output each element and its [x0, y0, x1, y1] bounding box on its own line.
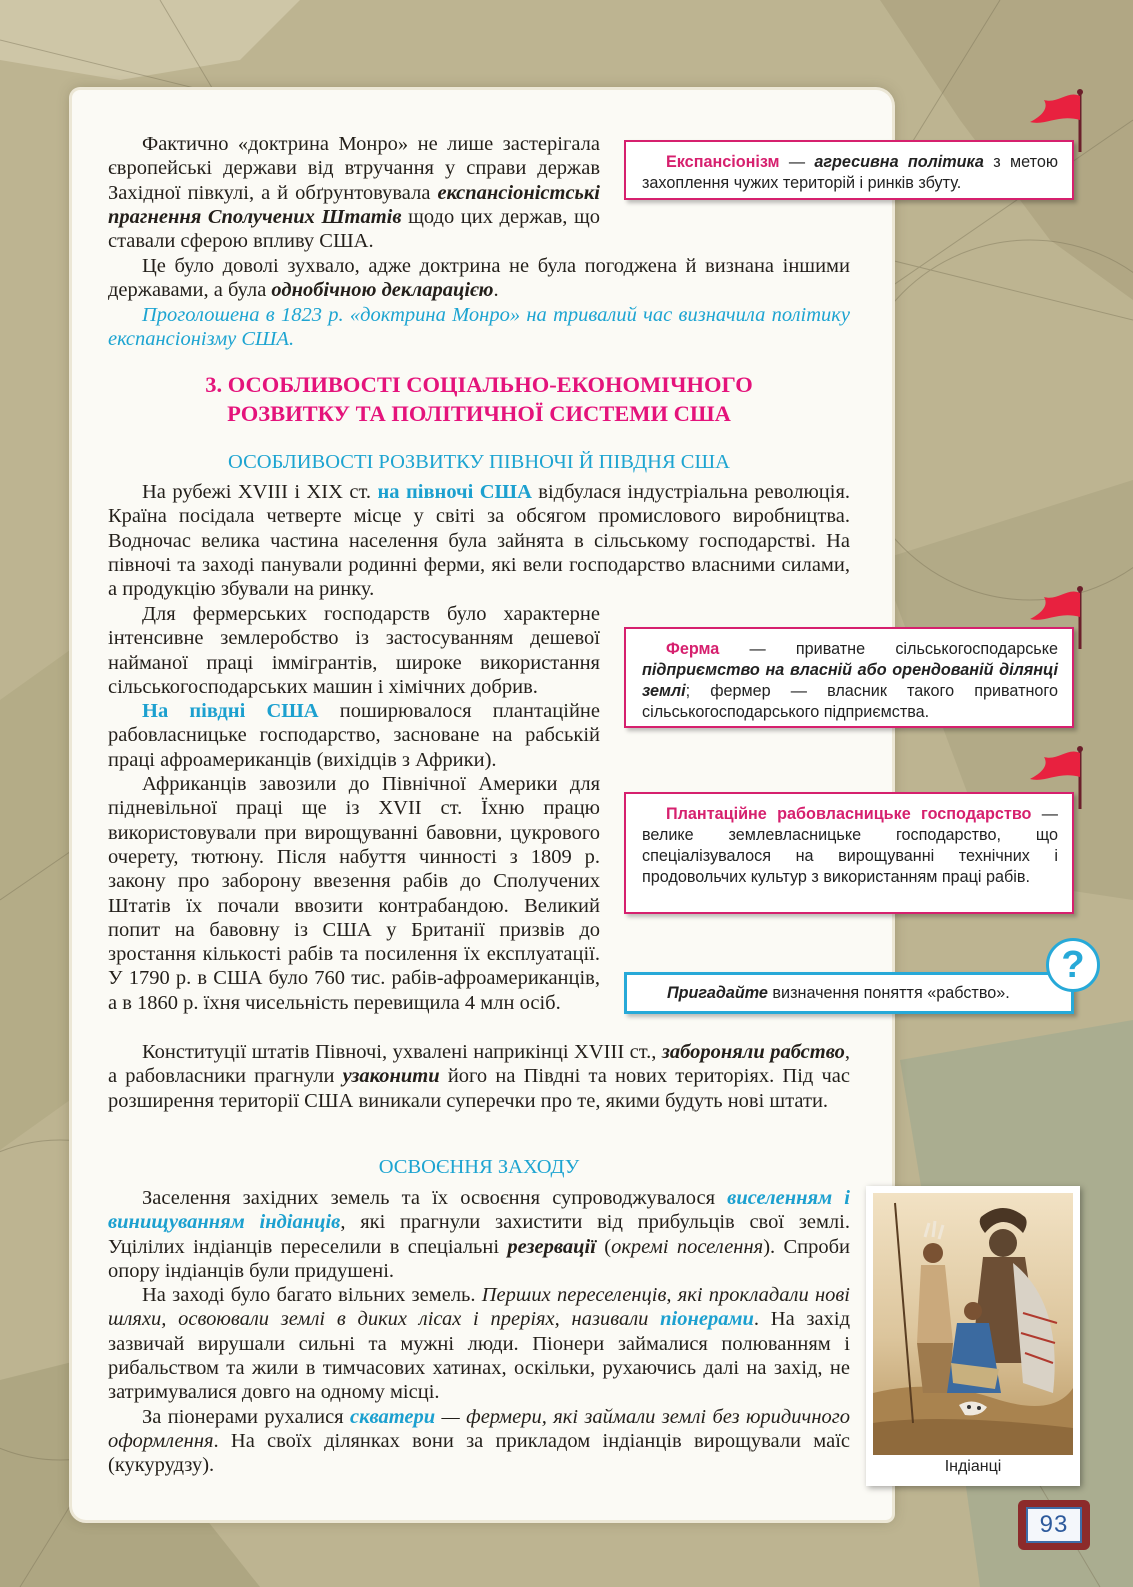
text-run: резервації: [507, 1235, 596, 1258]
text-run: На заході було багато вільних земель.: [142, 1284, 482, 1307]
question-mark-icon: ?: [1046, 938, 1100, 992]
text-run: — фермери, які займали землі без юридичного оформлення: [108, 1405, 850, 1452]
west-paragraphs: [108, 1186, 850, 1478]
text-run: Ферма: [666, 640, 720, 658]
subheading-west: ОСВОЄННЯ ЗАХОДУ: [378, 1156, 580, 1178]
flag-icon: [1030, 88, 1092, 152]
text-run: визначення поняття «рабство».: [767, 984, 1010, 1002]
text-run: узаконити: [342, 1065, 440, 1088]
text-run: експансіоністські прагнення Сполучених Штатів: [108, 181, 600, 228]
text-run: На рубежі XVIII і XIX ст.: [142, 481, 378, 503]
text-run: , які прагнули захистити від прибульців свої землі. Уцілілих індіанців переселили в спеціальні: [108, 1211, 850, 1258]
text-run: його на Півдні та нових територіях. Під час розширення території США виникали суперечки про те, якими будуть нові штати.: [108, 1065, 850, 1112]
definition-box-plantation: [624, 792, 1074, 914]
text-run: ; фермер — власник такого приватного сільськогосподарського підприємства.: [642, 682, 1058, 721]
text-run: Африканців завозили до Північної Америки для підневільної праці ще із XVII ст. Їхню працю використовували при вирощуванні бавовни, цукрового очерету, тютюну. Після набуття чинності з 1809 р. закону про заборону ввезення рабів до Сполучених Штатів їх почали ввозити контрабандою. Великий попит на бавовну із США у Британії призвів до зростання кількості рабів та посилення їх експлуатації. У 1790 р. в США було 760 тис. рабів-афроамериканців, а в 1860 р. їхня чисельність перевищила 4 млн осіб.: [108, 773, 600, 1014]
text-run: Це було доволі зухвало, адже доктрина не була погоджена й визнана іншими державами, а була: [108, 255, 850, 302]
text-run: Фактично «доктрина Монро» не лише застерігала європейські держави від втручання у справи держав Західної півкулі, а й обґрунтовувала: [108, 133, 600, 204]
text-run: агресивна політика: [814, 153, 984, 171]
text-run: поширювалося плантаційне рабовласницьке господарство, засноване на рабській праці афроамериканців (вихідців з Африки).: [108, 700, 600, 771]
question-box: [624, 972, 1074, 1014]
text-run: щодо цих держав, що ставали сферою впливу США.: [108, 205, 601, 253]
text-run: однобічною декларацією: [271, 279, 494, 302]
text-run: —: [779, 153, 815, 171]
text-run: відбулася індустріальна революція. Країна посідала четверте місце у світі за обсягом промислового виробництва. Водночас велика частина населення була зайнята в сільському господарстві. На півночі та заході панували родинні ферми, які вели господарство власними силами, а продукцію збували на ринку.: [108, 481, 850, 601]
text-run: на півночі США: [377, 481, 532, 503]
text-run: (: [595, 1235, 612, 1258]
text-run: Для фермерських господарств було характерне інтенсивне землеробство із застосуванням дешевої найманої праці іммігрантів, широке використання сільськогосподарських машин і хімічних добрив.: [108, 603, 600, 698]
figure-indians: [866, 1186, 1080, 1486]
page-number-badge: [1018, 1500, 1090, 1550]
indians-illustration: [873, 1193, 1073, 1455]
south-paragraphs: [108, 602, 600, 1015]
definition-box-expansionism: [624, 140, 1074, 200]
text-run: Заселення західних земель та їх освоєння супроводжувалося: [142, 1187, 728, 1209]
text-run: скватери: [349, 1405, 436, 1428]
flag-icon: [1030, 745, 1092, 809]
page-number: 93: [1026, 1507, 1082, 1543]
text-run: . На своїх ділянках вони за прикладом індіанців вирощували маїс (кукурудзу).: [108, 1429, 850, 1477]
text-run: Експансіонізм: [666, 153, 780, 171]
text-run: На півдні США: [142, 700, 319, 723]
intro-paragraph-2: [108, 254, 850, 351]
text-run: . На захід зазвичай вирушали сильні та мужні люди. Піонери займалися полюванням і рибальством та жили в тимчасових хатинах, оскільки, рухаючись далі на захід, не затримувалися довго на одному місці.: [108, 1308, 851, 1404]
text-run: підприємство на власній або орендованій ділянці землі: [642, 661, 1058, 700]
text-run: Плантаційне рабовласницьке господарство: [666, 805, 1032, 823]
text-run: За піонерами рухалися: [142, 1405, 350, 1428]
flag-icon: [1030, 585, 1092, 649]
text-run: Перших переселенців, які прокладали нові шляхи, освоювали землі в диких лісах і преріях, називали: [108, 1284, 850, 1331]
text-run: з метою захоплення чужих територій і ринків збуту.: [642, 153, 1058, 192]
text-run: піонерами: [660, 1308, 754, 1331]
subheading-north-south: ОСОБЛИВОСТІ РОЗВИТКУ ПІВНОЧІ Й ПІВДНЯ США: [228, 451, 730, 473]
figure-caption: Індіанці: [944, 1458, 1002, 1475]
intro-paragraph-1: [108, 132, 600, 253]
text-run: виселенням і винищуванням індіанців: [108, 1187, 850, 1234]
intro-conclusion: Проголошена в 1823 р. «доктрина Монро» на тривалий час визначила політику експансіонізму США.: [108, 303, 850, 350]
text-run: — приватне сільськогосподарське: [719, 640, 1058, 658]
text-run: окремі поселення: [611, 1235, 764, 1258]
definition-box-farm: [624, 627, 1074, 728]
constitution-paragraph: [108, 1040, 850, 1113]
text-run: Конституції штатів Півночі, ухвалені наприкінці XVIII ст.,: [142, 1041, 662, 1063]
section-title: 3. ОСОБЛИВОСТІ СОЦІАЛЬНО-ЕКОНОМІЧНОГО РОЗВИТКУ ТА ПОЛІТИЧНОЇ СИСТЕМИ США: [205, 372, 753, 426]
text-run: , а рабовласники прагнули: [108, 1041, 850, 1088]
text-run: — велике землевласницьке господарство, що спеціалізувалося на вирощуванні технічних і продовольчих культур з використанням праці рабів.: [642, 805, 1058, 886]
north-paragraph: [108, 480, 850, 601]
text-run: .: [493, 279, 499, 302]
text-run: забороняли рабство: [661, 1041, 845, 1063]
text-run: Пригадайте: [667, 984, 768, 1002]
text-run: ). Спроби опору індіанців були придушені.: [108, 1235, 851, 1282]
